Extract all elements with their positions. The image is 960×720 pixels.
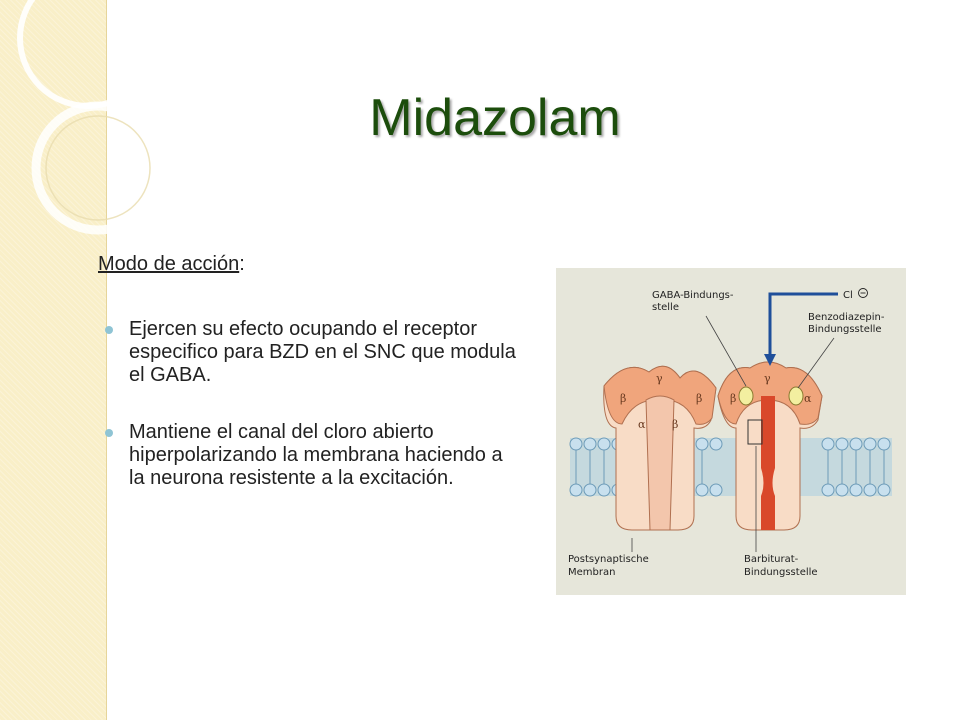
subunit-alpha-label: α [638, 418, 646, 431]
bullet-item [104, 318, 516, 387]
gaba-receptor-figure [556, 268, 906, 595]
subunit-gamma-label: γ [656, 372, 663, 385]
slide-title: Midazolam [369, 89, 621, 147]
benzodiazepine-site-label: Benzodiazepin- [808, 312, 885, 323]
gaba-site-label: GABA-Bindungs- [652, 290, 734, 301]
benzodiazepine-site-label: Bindungsstelle [808, 324, 882, 335]
barbiturate-site-label: Bindungsstelle [744, 567, 818, 578]
gaba-site-label: stelle [652, 302, 679, 313]
bullet-dot-icon [105, 429, 113, 437]
negative-charge-icon [859, 289, 868, 298]
section-suffix: : [239, 253, 245, 275]
barbiturate-site-label: Barbiturat- [744, 554, 799, 565]
subunit-alpha-label: α [804, 392, 812, 405]
section-heading [98, 253, 245, 276]
section-label: Modo de acción [98, 253, 240, 275]
bullet-item [104, 421, 516, 490]
subunit-beta-label: β [620, 392, 627, 405]
membrane-label: Postsynaptische [568, 554, 649, 565]
subunit-beta-label: β [696, 392, 703, 405]
bullet-text: Ejercen su efecto ocupando el receptor especifico para BZD en el SNC que modula el GABA. [129, 318, 516, 386]
bullet-text: Mantiene el canal del cloro abierto hiperpolarizando la membrana haciendo a la neurona resistente a la excitación. [129, 421, 503, 489]
membrane-label: Membran [568, 567, 616, 578]
bullet-dot-icon [105, 326, 113, 334]
subunit-beta-label: β [730, 392, 737, 405]
bullet-list [104, 318, 516, 524]
subunit-gamma-label: γ [764, 372, 771, 385]
subunit-beta-label: β [672, 418, 679, 431]
chloride-label: Cl [843, 290, 853, 301]
